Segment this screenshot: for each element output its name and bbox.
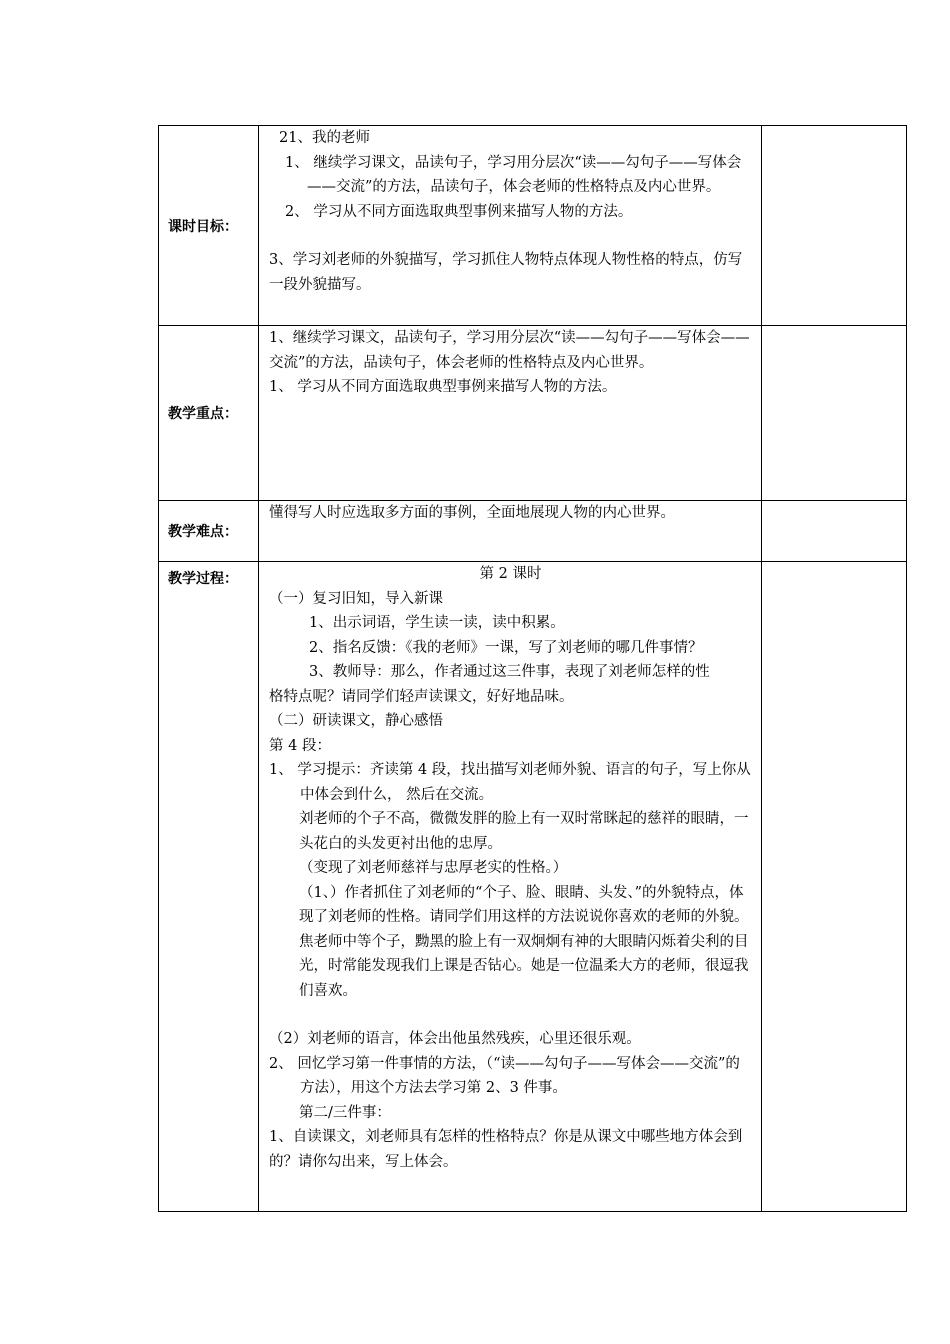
events-label: 第二/三件事： [299,1104,391,1121]
objective-3: 3、学习刘老师的外貌描写，学习抓住人物特点体现人物性格的特点，仿写一段外貌描写。 [269,252,743,293]
note-1: （变现了刘老师慈祥与忠厚老实的性格。） [299,860,568,876]
sub-step-1: （1、）作者抓住了刘老师的“个子、脸、眼睛、头发、”的外貌特点，体现了刘老师的性格。请同学们用这样的方法说说你喜欢的老师的外貌。 [299,884,749,925]
process-row [159,562,907,1212]
difficulty-content [259,501,762,562]
session-title: 第 2 课时 [479,566,542,582]
objective-1: 1、 继续学习课文，品读句子，学习用分层次“读——勾句子——写体会——交流”的方法，品读句子，体会老师的性格特点及内心世界。 [285,154,742,195]
key-point-2: 1、 学习从不同方面选取典型事例来描写人物的方法。 [269,379,617,395]
paragraph4-label: 第 4 段： [269,737,331,754]
part1-step2: 2、指名反馈：《我的老师》一课，写了刘老师的哪几件事情？ [309,639,703,656]
objectives-row [159,126,907,326]
part2-title: （二）研读课文，静心感悟 [269,713,443,729]
key-points-label: 教学重点： [159,326,259,501]
key-points-notes [762,326,907,501]
objectives-label: 课时目标： [159,126,259,326]
difficulty-row [159,501,907,562]
objective-2: 2、 学习从不同方面选取典型事例来描写人物的方法。 [285,203,633,220]
process-label: 教学过程： [159,562,259,1212]
sub-step-2: （2）刘老师的语言，体会出他虽然残疾，心里还很乐观。 [269,1031,641,1047]
key-points-content [259,326,762,501]
part2-step1: 1、 学习提示：齐读第 4 段，找出描写刘老师外貌、语言的句子，写上你从中体会到什么， 然后在交流。 [269,762,751,803]
objectives-content [259,126,762,326]
key-point-1: 1、继续学习课文，品读句子，学习用分层次“读——勾句子——写体会——交流”的方法，品读句子，体会老师的性格特点及内心世界。 [269,330,750,371]
part2-step2: 2、 回忆学习第一件事情的方法，（“读——勾句子——写体会——交流”的方法），用这个方法去学习第 2、3 件事。 [269,1055,740,1096]
difficulty-text: 懂得写人时应选取多方面的事例，全面地展现人物的内心世界。 [269,505,675,521]
part1-step3a: 3、教师导：那么，作者通过这三件事，表现了刘老师怎样的性 [309,664,710,680]
lesson-plan-table [158,125,907,1212]
example-paragraph: 焦老师中等个子，黝黑的脸上有一双炯炯有神的大眼睛闪烁着尖利的目光，时常能发现我们上课是否钻心。她是一位温柔大方的老师，很逗我们喜欢。 [299,933,749,999]
lesson-title: 21、我的老师 [279,130,370,146]
task-1: 1、自读课文，刘老师具有怎样的性格特点？你是从课文中哪些地方体会到的？请你勾出来，写上体会。 [269,1129,743,1170]
objectives-notes [762,126,907,326]
quote-1: 刘老师的个子不高，微微发胖的脸上有一双时常眯起的慈祥的眼睛，一头花白的头发更衬出他的忠厚。 [299,811,749,852]
part1-step3b: 格特点呢？请同学们轻声读课文，好好地品味。 [269,688,574,705]
key-points-row [159,326,907,501]
process-content [259,562,762,1212]
part1-title: （一）复习旧知，导入新课 [269,590,443,607]
part1-step1: 1、出示词语，学生读一读，读中积累。 [309,615,565,631]
difficulty-label: 教学难点： [159,501,259,562]
process-notes [762,562,907,1212]
difficulty-notes [762,501,907,562]
